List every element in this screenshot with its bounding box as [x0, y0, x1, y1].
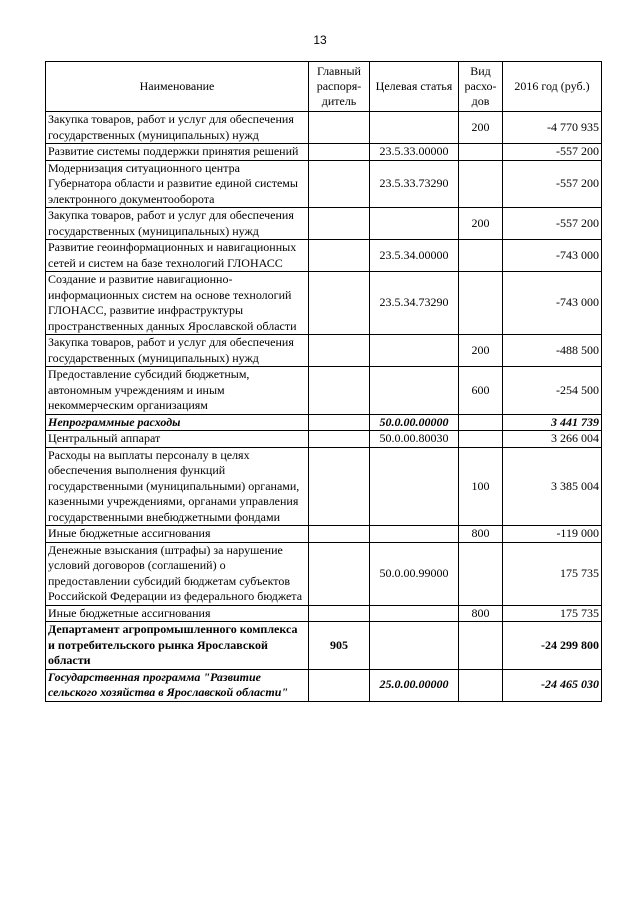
cell-target	[370, 447, 459, 526]
cell-expense-type	[459, 240, 503, 272]
table-row	[46, 112, 602, 144]
cell-expense-type	[459, 431, 503, 448]
cell-manager	[309, 272, 370, 335]
cell-amount: -119 000	[503, 526, 602, 543]
cell-target	[370, 367, 459, 415]
cell-manager	[309, 542, 370, 605]
cell-expense-type: 200	[459, 112, 503, 144]
cell-amount: -24 465 030	[503, 669, 602, 701]
cell-name: Государственная программа "Развитие сельского хозяйства в Ярославской области"	[46, 669, 309, 701]
cell-amount: -557 200	[503, 208, 602, 240]
cell-target	[370, 526, 459, 543]
cell-name: Расходы на выплаты персоналу в целях обеспечения выполнения функций государственными (муниципальными) органами, казенными учреждениями, органами управления государственными внебюджетными фондами	[46, 447, 309, 526]
header-name: Наименование	[46, 62, 309, 112]
cell-expense-type: 600	[459, 367, 503, 415]
cell-amount: -557 200	[503, 160, 602, 208]
cell-name: Модернизация ситуационного центра Губернатора области и развитие единой системы электронного документооборота	[46, 160, 309, 208]
cell-name: Предоставление субсидий бюджетным, автономным учреждениям и иным некоммерческим организациям	[46, 367, 309, 415]
cell-expense-type	[459, 542, 503, 605]
cell-expense-type: 100	[459, 447, 503, 526]
cell-manager	[309, 431, 370, 448]
cell-manager	[309, 605, 370, 622]
table-row	[46, 240, 602, 272]
cell-amount: -743 000	[503, 240, 602, 272]
cell-manager: 905	[309, 622, 370, 670]
cell-target	[370, 112, 459, 144]
cell-manager	[309, 447, 370, 526]
cell-manager	[309, 526, 370, 543]
cell-manager	[309, 112, 370, 144]
table-row	[46, 605, 602, 622]
cell-target	[370, 605, 459, 622]
cell-amount: -4 770 935	[503, 112, 602, 144]
cell-expense-type	[459, 622, 503, 670]
cell-expense-type: 800	[459, 526, 503, 543]
table-row	[46, 669, 602, 701]
cell-expense-type	[459, 272, 503, 335]
cell-name: Иные бюджетные ассигнования	[46, 605, 309, 622]
cell-amount: -488 500	[503, 335, 602, 367]
cell-manager	[309, 208, 370, 240]
cell-amount: 3 441 739	[503, 414, 602, 431]
cell-amount: 175 735	[503, 542, 602, 605]
cell-target: 50.0.00.00000	[370, 414, 459, 431]
cell-name: Закупка товаров, работ и услуг для обеспечения государственных (муниципальных) нужд	[46, 208, 309, 240]
cell-target: 23.5.33.00000	[370, 144, 459, 161]
cell-target: 50.0.00.99000	[370, 542, 459, 605]
table-row	[46, 447, 602, 526]
page-number: 13	[313, 33, 327, 47]
cell-amount: 3 266 004	[503, 431, 602, 448]
cell-target: 50.0.00.80030	[370, 431, 459, 448]
cell-manager	[309, 240, 370, 272]
cell-expense-type	[459, 414, 503, 431]
cell-amount: -254 500	[503, 367, 602, 415]
cell-target: 23.5.33.73290	[370, 160, 459, 208]
cell-amount: -24 299 800	[503, 622, 602, 670]
cell-manager	[309, 144, 370, 161]
header-amount: 2016 год (руб.)	[503, 62, 602, 112]
table-row	[46, 144, 602, 161]
cell-expense-type: 200	[459, 208, 503, 240]
cell-name: Департамент агропромышленного комплекса и потребительского рынка Ярославской области	[46, 622, 309, 670]
table-row	[46, 622, 602, 670]
cell-name: Денежные взыскания (штрафы) за нарушение условий договоров (соглашений) о предоставлении субсидий бюджетам субъектов Российской Федерации из федерального бюджета	[46, 542, 309, 605]
cell-target: 23.5.34.73290	[370, 272, 459, 335]
cell-name: Развитие системы поддержки принятия решений	[46, 144, 309, 161]
cell-expense-type: 200	[459, 335, 503, 367]
cell-amount: 175 735	[503, 605, 602, 622]
header-target: Целевая статья	[370, 62, 459, 112]
cell-name: Центральный аппарат	[46, 431, 309, 448]
table-row	[46, 208, 602, 240]
cell-target	[370, 622, 459, 670]
table-row	[46, 272, 602, 335]
cell-manager	[309, 335, 370, 367]
table-row	[46, 542, 602, 605]
table-row	[46, 367, 602, 415]
cell-target: 25.0.00.00000	[370, 669, 459, 701]
table-row	[46, 335, 602, 367]
cell-expense-type	[459, 669, 503, 701]
cell-name: Развитие геоинформационных и навигационных сетей и систем на базе технологий ГЛОНАСС	[46, 240, 309, 272]
cell-amount: 3 385 004	[503, 447, 602, 526]
cell-manager	[309, 160, 370, 208]
cell-target	[370, 335, 459, 367]
cell-amount: -743 000	[503, 272, 602, 335]
table-row	[46, 526, 602, 543]
cell-amount: -557 200	[503, 144, 602, 161]
budget-table	[45, 61, 602, 702]
table-row	[46, 431, 602, 448]
cell-expense-type	[459, 160, 503, 208]
cell-name: Создание и развитие навигационно-информационных систем на основе технологий ГЛОНАСС, развитие инфраструктуры пространственных данных Ярославской области	[46, 272, 309, 335]
cell-expense-type: 800	[459, 605, 503, 622]
cell-manager	[309, 669, 370, 701]
cell-manager	[309, 367, 370, 415]
table-row	[46, 160, 602, 208]
cell-target: 23.5.34.00000	[370, 240, 459, 272]
table-row	[46, 414, 602, 431]
cell-name: Закупка товаров, работ и услуг для обеспечения государственных (муниципальных) нужд	[46, 112, 309, 144]
cell-name: Закупка товаров, работ и услуг для обеспечения государственных (муниципальных) нужд	[46, 335, 309, 367]
cell-name: Иные бюджетные ассигнования	[46, 526, 309, 543]
cell-target	[370, 208, 459, 240]
table-header-row	[46, 62, 602, 112]
header-expense-type: Вид расхо-дов	[459, 62, 503, 112]
cell-expense-type	[459, 144, 503, 161]
cell-name: Непрограммные расходы	[46, 414, 309, 431]
cell-manager	[309, 414, 370, 431]
header-manager: Главный распоря-дитель	[309, 62, 370, 112]
